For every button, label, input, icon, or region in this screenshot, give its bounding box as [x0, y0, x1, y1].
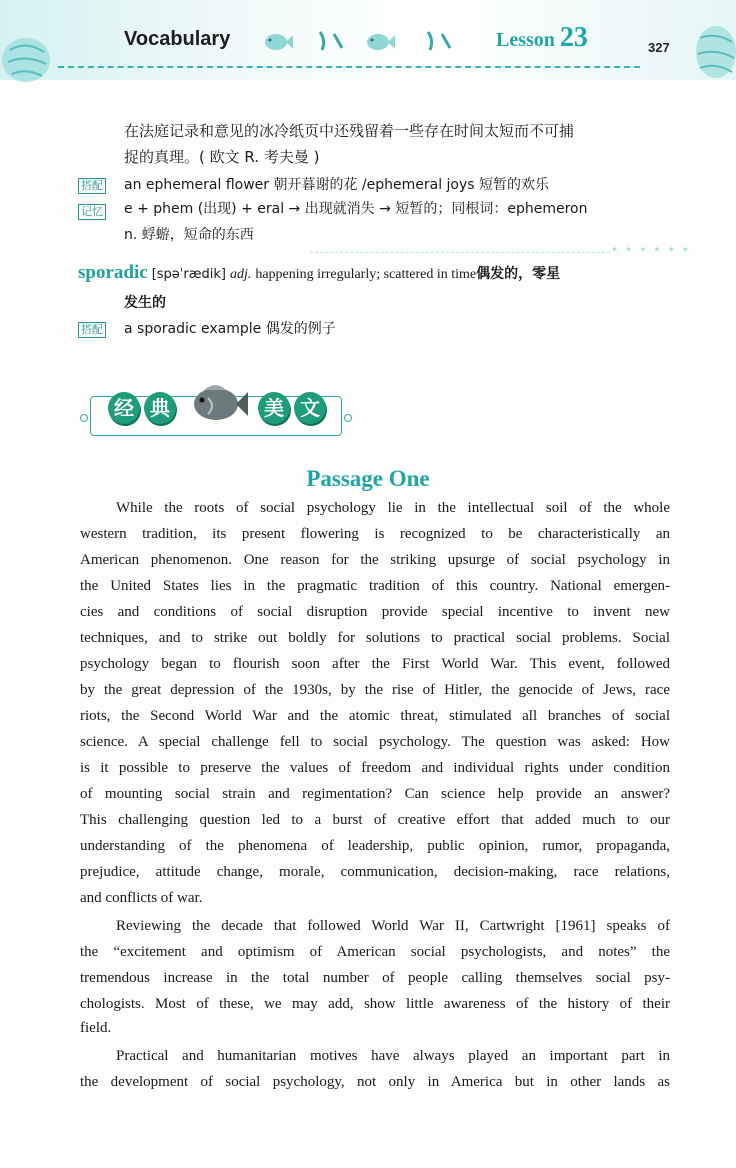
banner-char: 美	[258, 392, 290, 424]
fish-decoration-icon	[686, 22, 736, 84]
fish-icon	[316, 28, 348, 52]
part-of-speech: adj.	[229, 267, 252, 282]
body-line: While the roots of social psychology lie in the intellectual soil of the whole	[116, 500, 670, 516]
cn-definition: 偶发的，零星	[476, 266, 561, 282]
body-line: is it possible to preserve the values of freedom and individual rights under condition	[80, 760, 670, 776]
phonetic: [spəˈrædik]	[151, 267, 226, 282]
fish-decoration-icon	[0, 30, 56, 90]
body-line: by the great depression of the 1930s, by the rise of Hitler, the genocide of Jews, race	[80, 682, 670, 698]
memory-tag: 记忆	[78, 204, 106, 220]
star-divider: * * * * * *	[612, 246, 691, 257]
fish-icon	[186, 380, 248, 426]
body-line: and conflicts of war.	[80, 890, 203, 906]
page-number: 327	[648, 40, 670, 55]
body-line: Reviewing the decade that followed World War II, Cartwright [1961] speaks of	[116, 918, 670, 934]
memory-text: n. 蜉蝣，短命的东西	[124, 227, 254, 243]
banner-dot	[80, 414, 88, 422]
header-section-title: Vocabulary	[124, 28, 231, 50]
entry-divider	[310, 252, 610, 253]
body-line: the United States lies in the pragmatic tradition of this country. National emergen-	[80, 578, 670, 594]
banner-char: 经	[108, 392, 140, 424]
body-line: the “excitement and optimism of American social psychologists, and notes” the	[80, 944, 670, 960]
fish-icon	[424, 28, 456, 52]
header-divider	[58, 66, 640, 68]
collocation-tag: 搭配	[78, 322, 106, 338]
body-line: techniques, and to strike out boldly for solutions to practical social problems. Social	[80, 630, 670, 646]
body-line: cies and conditions of social disruption provide special incentive to invent new	[80, 604, 670, 620]
body-line: American phenomenon. One reason for the striking upsurge of social psychology in	[80, 552, 670, 568]
definition: happening irregularly; scattered in time	[255, 267, 477, 282]
body-line: Practical and humanitarian motives have always played an important part in	[116, 1048, 670, 1064]
body-line: psychology began to flourish soon after the First World War. This event, followed	[80, 656, 670, 672]
banner-char: 文	[294, 392, 326, 424]
banner-char: 典	[144, 392, 176, 424]
body-line: This challenging question led to a burst of creative effort that added much to our	[80, 812, 670, 828]
cn-definition-cont: 发生的	[124, 295, 166, 311]
body-line: field.	[80, 1020, 112, 1036]
body-line: tremendous increase in the total number of people calling themselves social psy-	[80, 970, 670, 986]
headword: sporadic	[78, 262, 148, 283]
quote-line: 在法庭记录和意见的冰冷纸页中还残留着一些存在时间太短而不可捕	[124, 122, 575, 140]
memory-row	[78, 202, 106, 220]
quote-line: 捉的真理。( 欧文 R. 考夫曼 )	[124, 148, 320, 166]
banner-dot	[344, 414, 352, 422]
vocab-entry-sporadic	[78, 262, 560, 284]
body-line: chologists. Most of these, we may add, show little awareness of the history of their	[80, 996, 670, 1012]
collocation-row	[78, 176, 106, 194]
body-line: the development of social psychology, not only in America but in other lands as	[80, 1074, 670, 1090]
body-line: western tradition, its present flowering is recognized to be characteristically an	[80, 526, 670, 542]
header-lesson	[496, 22, 588, 54]
lesson-number: 23	[559, 22, 588, 53]
collocation-row	[78, 320, 106, 338]
fish-icon	[364, 30, 396, 54]
body-line: understanding of the phenomena of leadership, public opinion, rumor, propaganda,	[80, 838, 670, 854]
body-line: prejudice, attitude change, morale, communication, decision-making, race relations,	[80, 864, 670, 880]
passage-title: Passage One	[306, 466, 430, 491]
body-line: of mounting social strain and regimentation? Can science help provide an answer?	[80, 786, 670, 802]
body-line: science. A special challenge fell to social psychology. The question was asked: How	[80, 734, 670, 750]
collocation-text: a sporadic example 偶发的例子	[124, 321, 336, 337]
collocation-tag: 搭配	[78, 178, 106, 194]
memory-text: e + phem (出现) + eral → 出现就消失 → 短暂的；同根词：ephemeron	[124, 201, 588, 217]
collocation-text: an ephemeral flower 朝开暮谢的花 /ephemeral joys 短暂的欢乐	[124, 177, 550, 193]
fish-icon	[262, 30, 294, 54]
lesson-label: Lesson	[496, 29, 555, 51]
body-line: riots, the Second World War and the atomic threat, stimulated all branches of social	[80, 708, 670, 724]
